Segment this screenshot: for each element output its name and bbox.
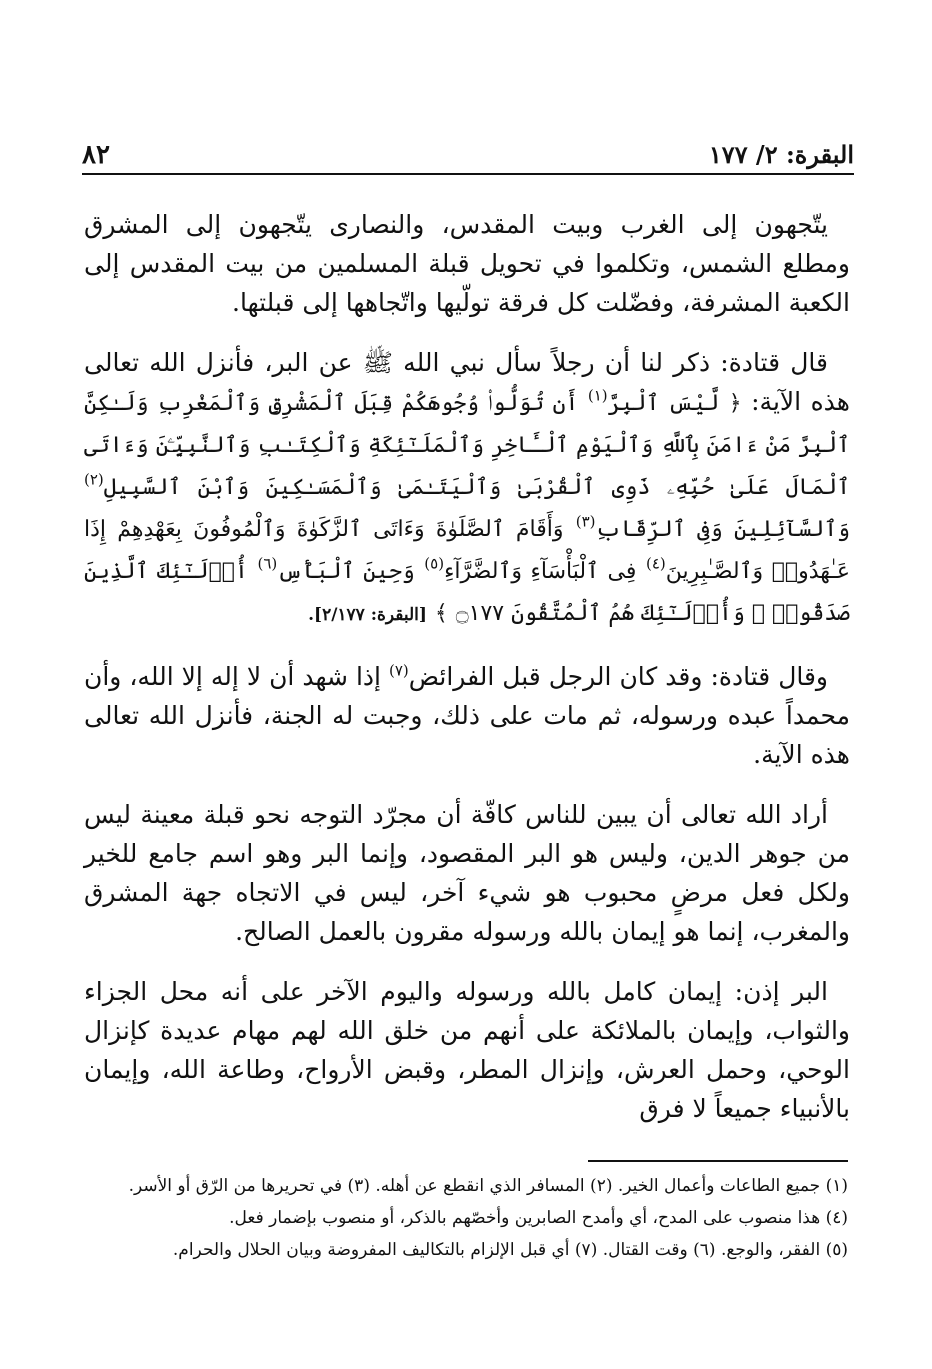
header-divider <box>82 173 854 175</box>
paragraph-3-part-b: إذا شهد أن لا إله إلا الله، وأن محمداً عبده ورسوله، ثم مات على ذلك، وجبت له الجنة، فأنزل الله تعالى هذه الآية. <box>84 662 850 769</box>
footnote-marker-4: (٤) <box>645 554 666 573</box>
verse-segment-4: وَأَقَامَ ٱلصَّلَوٰةَ وَءَاتَى ٱلزَّكَوٰةَ وَٱلْمُوفُونَ بِعَهْدِهِمْ إِذَا عَـٰهَدُوا۟ وَٱلصَّـٰبِرِينَ <box>84 517 850 584</box>
qatada-intro: قال قتادة: ذكر لنا أن رجلاً سأل نبي الله ﷺ عن البر، فأنزل الله تعالى هذه الآية: <box>84 348 850 416</box>
verse-segment-5: فِى ٱلْبَأْسَآءِ وَٱلضَّرَّآءِ <box>444 559 637 584</box>
paragraph-2-verse <box>84 343 850 635</box>
footnote-line-3: (٥) الفقر، والوجع. (٦) وقت القتال. (٧) أي قبل الإلزام بالتكاليف المفروضة وبيان الحلال والحرام. <box>172 1240 848 1260</box>
footnote-marker-7: (٧) <box>388 661 409 680</box>
verse-segment-2: أَن تُوَلُّوا۟ وُجُوهَكُمْ قِبَلَ ٱلْمَشْرِقِ وَٱلْمَغْرِبِ وَلَـٰكِنَّ ٱلْبِرَّ مَنْ ءَامَنَ بِٱللَّهِ وَٱلْيَوْمِ ٱلْـَٔاخِرِ وَٱلْمَلَـٰٓئِكَةِ وَٱلْكِتَـٰبِ وَٱلنَّبِيِّـۧنَ وَءَاتَى ٱلْمَالَ عَلَىٰ حُبِّهِۦ ذَوِى ٱلْقُرْبَىٰ وَٱلْيَتَـٰمَىٰ وَٱلْمَسَـٰكِينَ وَٱبْنَ ٱلسَّبِيلِ <box>84 391 850 500</box>
verse-segment-6: وَحِينَ ٱلْبَأْسِ <box>277 559 415 584</box>
paragraph-5: البر إذن: إيمان كامل بالله ورسوله واليوم الآخر على أنه محل الجزاء والثواب، وإيمان بالملائكة على أنهم من خلق الله لهم مهام عديدة كإنزال الوحي، وحمل العرش، وإنزال المطر، وقبض الأرواح، وطاعة الله، وإيمان بالأنبياء جميعاً لا فرق <box>84 977 850 1123</box>
paragraph-4: أراد الله تعالى أن يبين للناس كافّة أن مجرّد التوجه نحو قبلة معينة ليس من جوهر الدين، وليس هو البر المقصود، وإنما البر وهو اسم جامع للخير ولكل فعل مرضٍ محبوب هو شيء آخر، ليس في الاتجاه جهة المشرق والمغرب، إنما هو إيمان بالله ورسوله مقرون بالعمل الصالح. <box>84 800 850 946</box>
footnote-marker-1: (١) <box>587 386 608 405</box>
page-header <box>82 138 854 172</box>
footnote-divider <box>588 1160 848 1162</box>
main-text <box>84 205 850 1149</box>
verse-open-bracket: ﴿ <box>728 391 742 416</box>
footnote-marker-5: (٥) <box>424 554 445 573</box>
footnote-line-1: (١) جميع الطاعات وأعمال الخير. (٢) المسافر الذي انقطع عن أهله. (٣) في تحريرها من الرّق أو الأسر. <box>128 1176 848 1196</box>
footnote-marker-6: (٦) <box>257 554 278 573</box>
paragraph-3-part-a: وقال قتادة: وقد كان الرجل قبل الفرائض <box>408 662 829 691</box>
footnote-line-2: (٤) هذا منصوب على المدح، أي وأمدح الصابرين وأخصّهم بالذكر، أو منصوب بإضمار فعل. <box>229 1208 848 1228</box>
page-number: ٨٢ <box>82 140 110 170</box>
paragraph-3 <box>84 657 850 774</box>
running-head-surah-reference: البقرة: ٢/ ١٧٧ <box>708 140 854 169</box>
footnote-marker-3: (٣) <box>575 512 596 531</box>
verse-segment-7: أُو۟لَـٰٓئِكَ ٱلَّذِينَ صَدَقُوا۟ ۖ وَأُو۟لَـٰٓئِكَ هُمُ ٱلْمُتَّقُونَ ۝١٧٧ <box>84 559 850 626</box>
verse-reference: [البقرة: ٢/١٧٧]. <box>308 605 427 625</box>
verse-segment-3: وَٱلسَّآئِلِينَ وَفِى ٱلرِّقَابِ <box>595 517 850 542</box>
footnotes <box>90 1170 848 1266</box>
paragraph-1: يتّجهون إلى الغرب وبيت المقدس، والنصارى يتّجهون إلى المشرق ومطلع الشمس، وتكلموا في تحويل قبلة المسلمين من بيت المقدس إلى الكعبة المشرفة، وفضّلت كل فرقة تولّيها واتّجاهها إلى قبلتها. <box>84 210 850 317</box>
verse-close-bracket: ﴾ <box>434 601 448 626</box>
verse-segment-1: لَّيْسَ ٱلْبِرَّ <box>607 391 720 416</box>
footnote-marker-2: (٢) <box>84 470 104 489</box>
